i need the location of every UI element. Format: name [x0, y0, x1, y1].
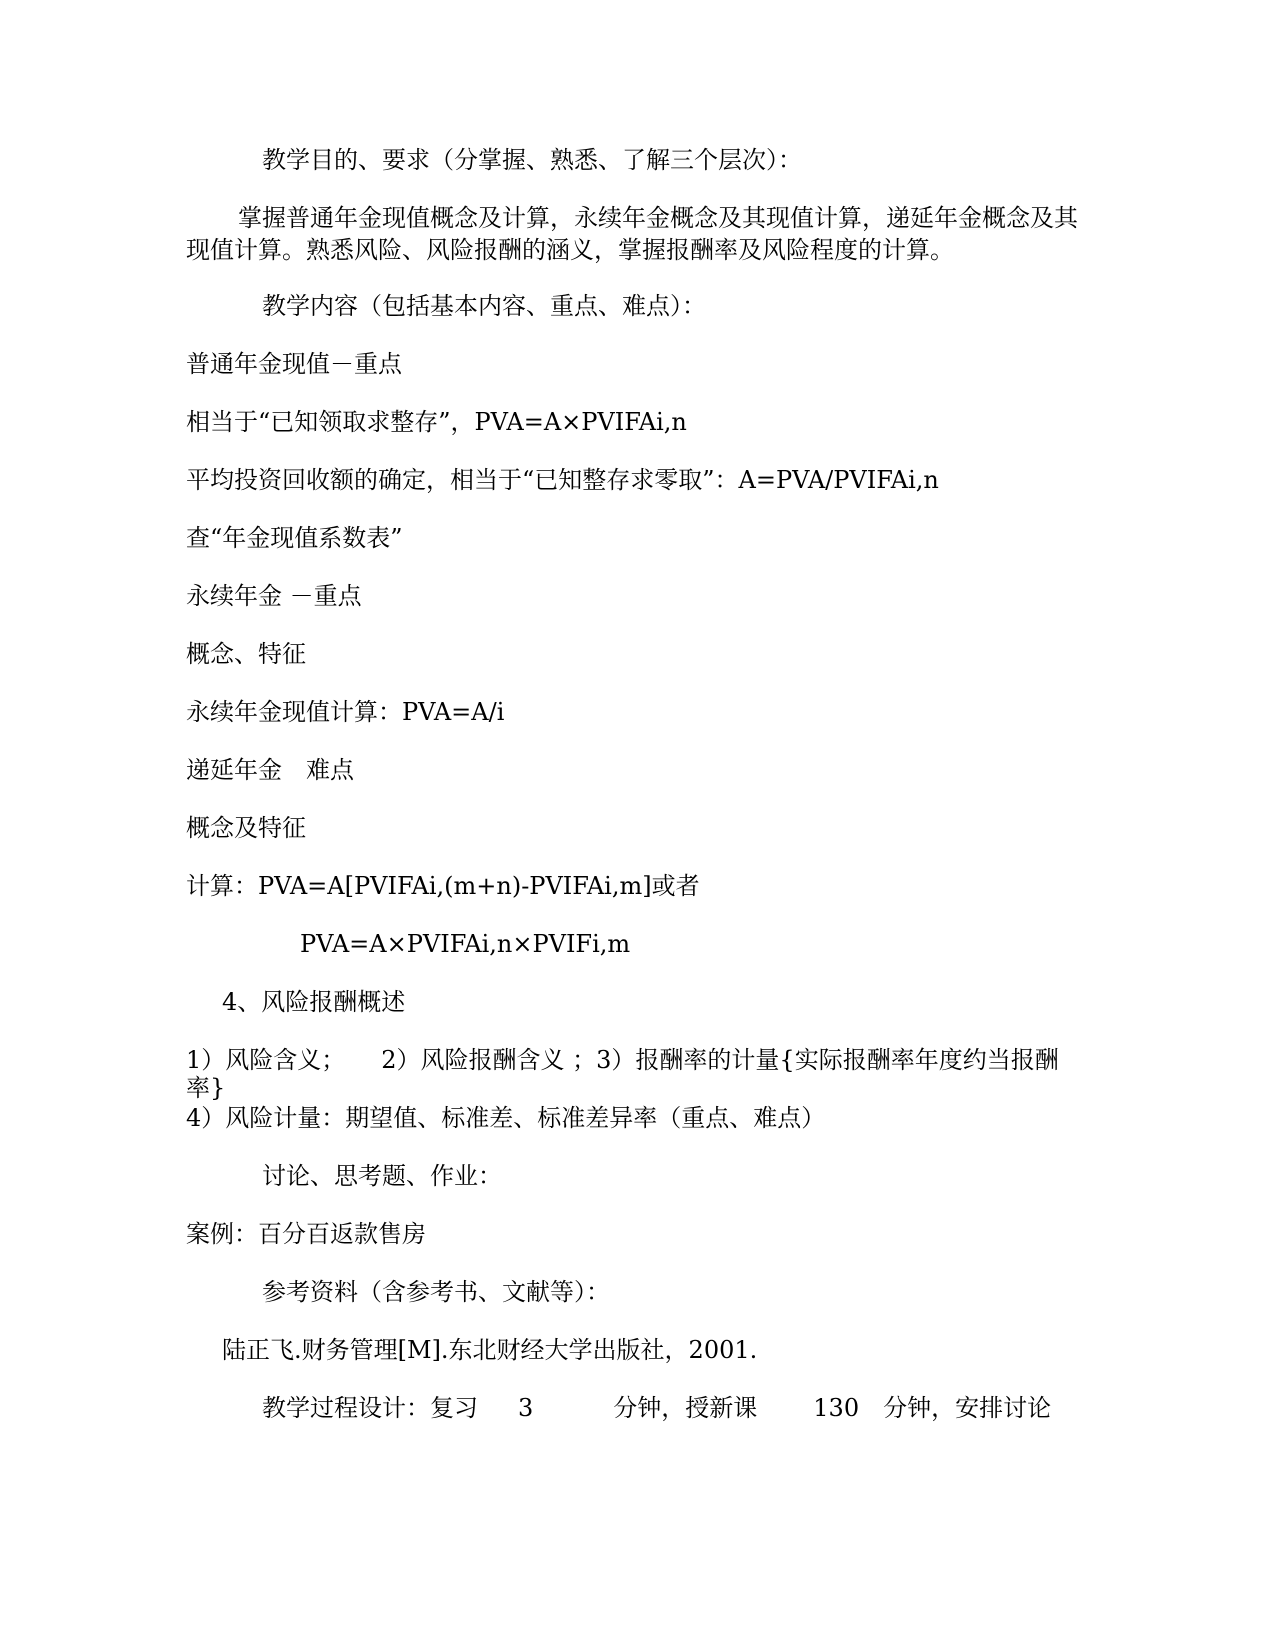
teaching-process-line — [262, 1392, 1051, 1424]
objectives-paragraph — [186, 202, 1086, 266]
discussion-heading: 讨论、思考题、作业： — [262, 1162, 502, 1190]
process-unit-2: 分钟，安排讨论 — [883, 1394, 1052, 1422]
content-line: 平均投资回收额的确定，相当于“已知整存求零取”：A=PVA/PVIFAi,n — [186, 466, 939, 494]
content-line: 查“年金现值系数表” — [186, 524, 403, 552]
formula-alt: PVA=A×PVIFAi,n×PVIFi,m — [300, 930, 631, 958]
content-line: 永续年金 －重点 — [186, 582, 362, 610]
objectives-text: 掌握普通年金现值概念及计算，永续年金概念及其现值计算，递延年金概念及其现值计算。熟悉风险、风险报酬的涵义，掌握报酬率及风险程度的计算。 — [186, 204, 1078, 264]
risk-heading: 4、风险报酬概述 — [222, 988, 406, 1016]
content-line: 概念、特征 — [186, 640, 306, 668]
content-line: 永续年金现值计算：PVA=A/i — [186, 698, 505, 726]
risk-line-continued: 率} — [186, 1074, 226, 1102]
content-line: 递延年金 难点 — [186, 756, 354, 784]
new-course-minutes: 130 — [813, 1394, 860, 1422]
risk-line: 1）风险含义； 2）风险报酬含义 ；3）报酬率的计量{实际报酬率年度约当报酬 — [186, 1046, 1059, 1074]
content-line: 普通年金现值－重点 — [186, 350, 402, 378]
objectives-heading: 教学目的、要求（分掌握、熟悉、了解三个层次）： — [262, 146, 802, 174]
process-unit-1: 分钟，授新课 — [613, 1394, 758, 1422]
process-label: 教学过程设计：复习 — [262, 1394, 478, 1422]
reference-item: 陆正飞.财务管理[M].东北财经大学出版社，2001. — [222, 1336, 758, 1364]
reference-heading: 参考资料（含参考书、文献等）： — [262, 1278, 610, 1306]
content-line: 概念及特征 — [186, 814, 306, 842]
content-line: 计算：PVA=A[PVIFAi,(m+n)-PVIFAi,m]或者 — [186, 872, 700, 900]
review-minutes: 3 — [518, 1394, 534, 1422]
case-line: 案例：百分百返款售房 — [186, 1220, 426, 1248]
content-line: 相当于“已知领取求整存”，PVA=A×PVIFAi,n — [186, 408, 687, 436]
risk-line: 4）风险计量：期望值、标准差、标准差异率（重点、难点） — [186, 1104, 826, 1132]
content-heading: 教学内容（包括基本内容、重点、难点）： — [262, 292, 706, 320]
